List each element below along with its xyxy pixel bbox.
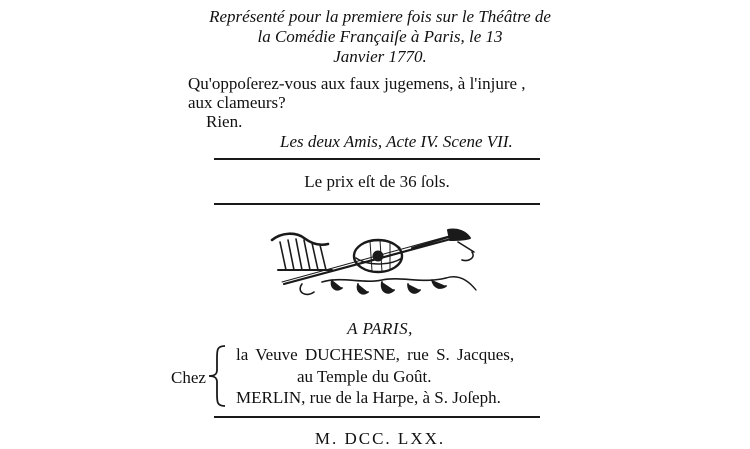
epigraph-source: Les deux Amis, Acte IV. Scene VII. xyxy=(280,132,513,151)
imprint-city: A PARIS, xyxy=(347,319,413,338)
epigraph-line-1: Qu'oppoſerez-vous aux faux jugemens, à l'injure , xyxy=(188,74,526,93)
price-line: Le prix eſt de 36 ſols. xyxy=(304,172,450,191)
top-rule xyxy=(214,158,540,160)
imprint-date: M. DCC. LXX. xyxy=(314,429,446,448)
imprint-seller-1: la Veuve DUCHESNE, rue S. Jacques, xyxy=(236,345,515,364)
premiere-line-3: Janvier 1770. xyxy=(333,47,427,66)
imprint-chez: Chez xyxy=(171,368,206,387)
bottom-rule xyxy=(214,416,540,418)
printer-ornament-icon xyxy=(262,226,494,306)
imprint-seller-2: MERLIN, rue de la Harpe, à S. Joſeph. xyxy=(236,388,501,407)
premiere-line-2: la Comédie Françaiſe à Paris, le 13 xyxy=(257,27,503,46)
epigraph-line-2: aux clameurs? xyxy=(188,93,286,112)
epigraph-line-3: Rien. xyxy=(206,112,243,131)
price-rule xyxy=(214,203,540,205)
premiere-line-1: Représenté pour la premiere fois sur le Théâtre de xyxy=(209,7,551,26)
imprint-seller-1-cont: au Temple du Goût. xyxy=(297,367,432,386)
brace-icon xyxy=(205,344,231,408)
